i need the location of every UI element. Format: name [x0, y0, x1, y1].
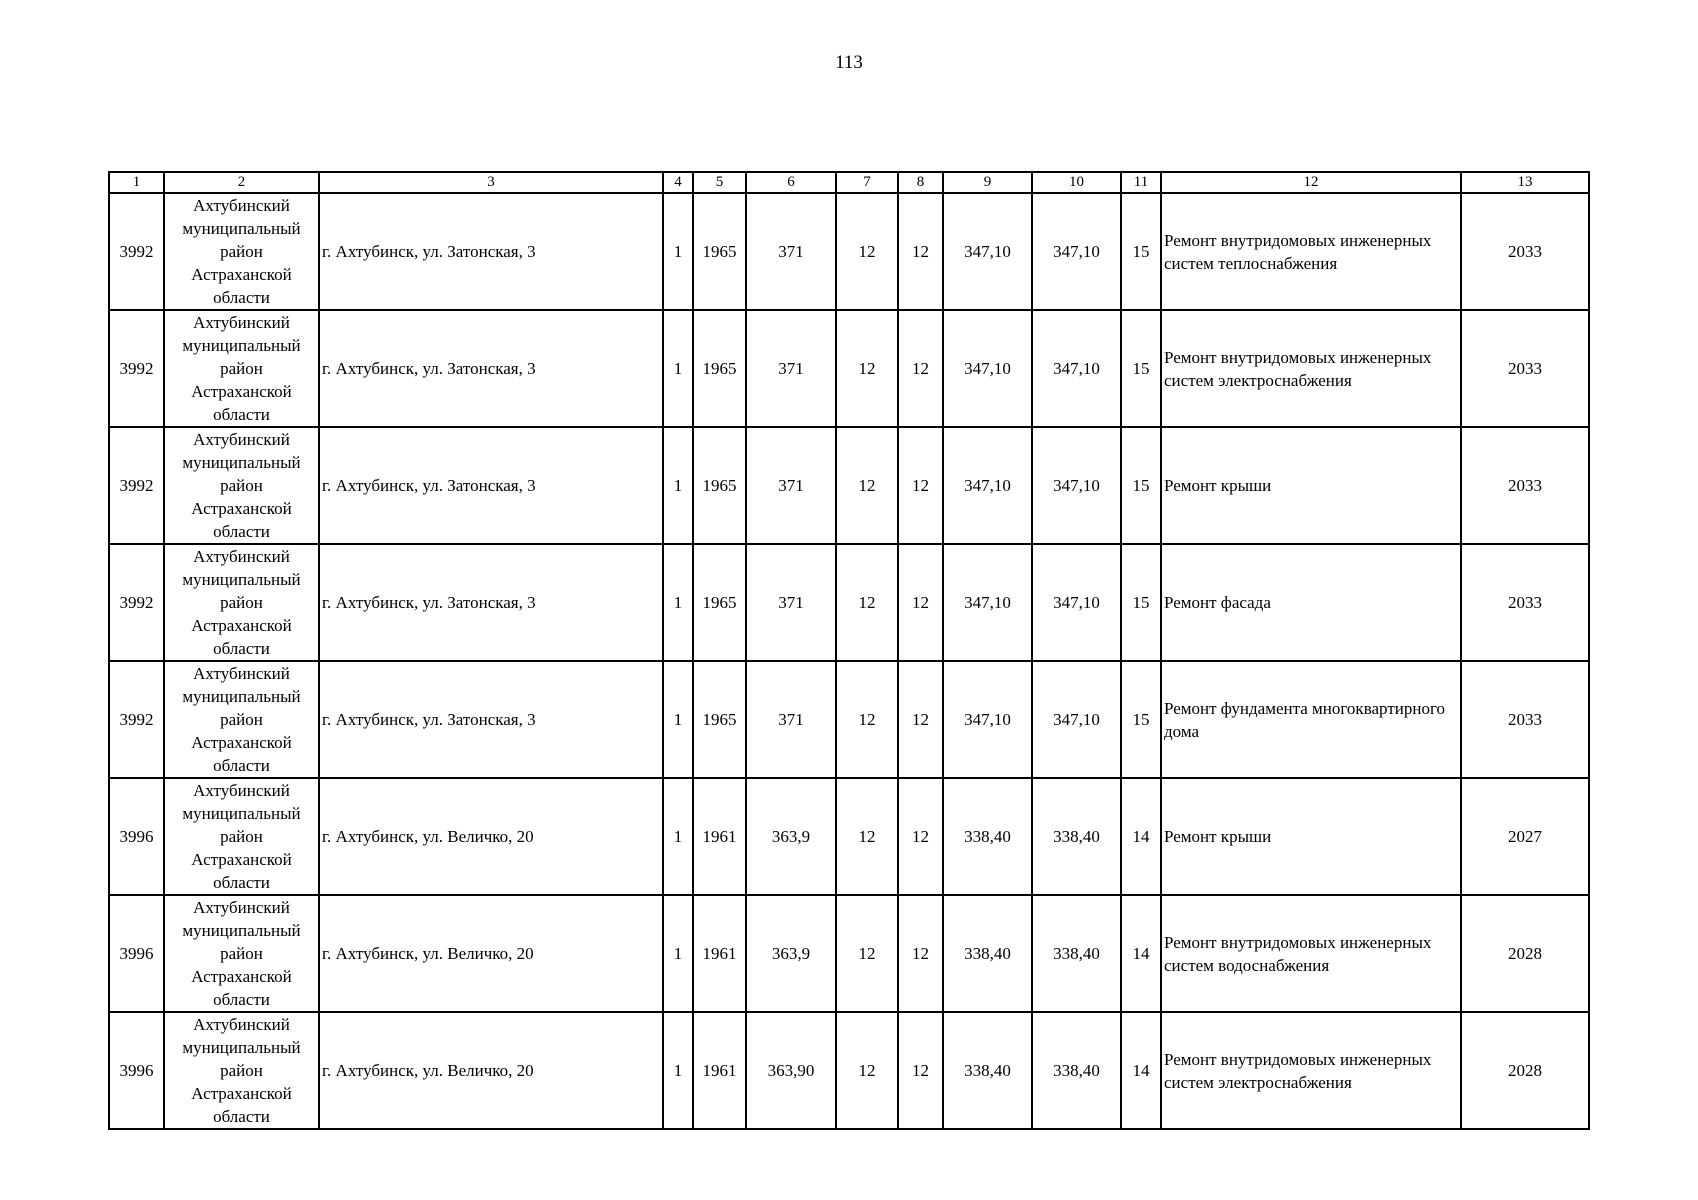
- cell-col-4: 1: [663, 193, 693, 310]
- cell-col-7: 12: [836, 895, 898, 1012]
- cell-address: г. Ахтубинск, ул. Затонская, 3: [319, 544, 663, 661]
- cell-col-9: 347,10: [943, 661, 1032, 778]
- cell-col-11: 15: [1121, 193, 1161, 310]
- district-line: район: [220, 476, 263, 495]
- cell-col-11: 15: [1121, 661, 1161, 778]
- cell-planned-year: 2027: [1461, 778, 1589, 895]
- district-line: район: [220, 593, 263, 612]
- table-row: [109, 193, 1589, 310]
- cell-col-6: 371: [746, 427, 836, 544]
- cell-record-id: 3992: [109, 427, 164, 544]
- cell-col-9: 338,40: [943, 1012, 1032, 1129]
- cell-col-8: 12: [898, 427, 943, 544]
- cell-col-10: 347,10: [1032, 544, 1121, 661]
- district-line: Астраханской: [191, 382, 292, 401]
- cell-col-7: 12: [836, 661, 898, 778]
- table-row: [109, 1012, 1589, 1129]
- cell-district: [164, 544, 319, 661]
- column-number-3: 3: [319, 172, 663, 193]
- district-line: муниципальный: [182, 804, 301, 823]
- cell-col-9: 347,10: [943, 310, 1032, 427]
- cell-col-6: 371: [746, 310, 836, 427]
- cell-planned-year: 2033: [1461, 427, 1589, 544]
- cell-address: г. Ахтубинск, ул. Затонская, 3: [319, 661, 663, 778]
- cell-record-id: 3996: [109, 895, 164, 1012]
- cell-col-4: 1: [663, 661, 693, 778]
- cell-col-8: 12: [898, 895, 943, 1012]
- cell-col-4: 1: [663, 1012, 693, 1129]
- district-line: области: [213, 1107, 270, 1126]
- cell-col-7: 12: [836, 1012, 898, 1129]
- cell-col-11: 15: [1121, 310, 1161, 427]
- cell-col-10: 338,40: [1032, 1012, 1121, 1129]
- district-line: Ахтубинский: [193, 664, 290, 683]
- district-line: области: [213, 756, 270, 775]
- cell-work-type: Ремонт внутридомовых инженерных систем теплоснабжения: [1161, 193, 1461, 310]
- cell-col-4: 1: [663, 310, 693, 427]
- column-number-7: 7: [836, 172, 898, 193]
- district-line: области: [213, 405, 270, 424]
- cell-col-8: 12: [898, 778, 943, 895]
- page-number: 113: [835, 52, 863, 73]
- cell-district: [164, 895, 319, 1012]
- district-line: Астраханской: [191, 1084, 292, 1103]
- column-number-11: 11: [1121, 172, 1161, 193]
- cell-col-10: 347,10: [1032, 193, 1121, 310]
- cell-col-7: 12: [836, 310, 898, 427]
- table-row: [109, 778, 1589, 895]
- table-row: [109, 895, 1589, 1012]
- cell-address: г. Ахтубинск, ул. Величко, 20: [319, 895, 663, 1012]
- district-line: Ахтубинский: [193, 898, 290, 917]
- repair-register-table: [108, 171, 1590, 1130]
- column-number-1: 1: [109, 172, 164, 193]
- cell-col-8: 12: [898, 661, 943, 778]
- table-row: [109, 661, 1589, 778]
- table-row: [109, 427, 1589, 544]
- table-row: [109, 310, 1589, 427]
- district-line: Астраханской: [191, 733, 292, 752]
- district-line: Ахтубинский: [193, 1015, 290, 1034]
- table-body: [109, 193, 1589, 1129]
- column-number-5: 5: [693, 172, 746, 193]
- cell-work-type: Ремонт крыши: [1161, 427, 1461, 544]
- cell-col-6: 363,9: [746, 895, 836, 1012]
- column-number-12: 12: [1161, 172, 1461, 193]
- cell-col-10: 338,40: [1032, 895, 1121, 1012]
- district-line: области: [213, 288, 270, 307]
- table-header: [109, 172, 1589, 193]
- cell-planned-year: 2033: [1461, 661, 1589, 778]
- cell-record-id: 3992: [109, 661, 164, 778]
- cell-col-6: 371: [746, 193, 836, 310]
- column-number-6: 6: [746, 172, 836, 193]
- cell-record-id: 3996: [109, 778, 164, 895]
- district-line: Ахтубинский: [193, 313, 290, 332]
- cell-record-id: 3992: [109, 544, 164, 661]
- cell-col-4: 1: [663, 895, 693, 1012]
- cell-address: г. Ахтубинск, ул. Величко, 20: [319, 778, 663, 895]
- cell-col-8: 12: [898, 1012, 943, 1129]
- cell-col-9: 347,10: [943, 193, 1032, 310]
- district-line: район: [220, 1061, 263, 1080]
- cell-district: [164, 310, 319, 427]
- district-line: Астраханской: [191, 616, 292, 635]
- cell-col-11: 15: [1121, 427, 1161, 544]
- cell-planned-year: 2033: [1461, 310, 1589, 427]
- cell-year-built: 1965: [693, 193, 746, 310]
- cell-col-4: 1: [663, 544, 693, 661]
- cell-planned-year: 2028: [1461, 895, 1589, 1012]
- district-line: области: [213, 522, 270, 541]
- cell-col-6: 371: [746, 661, 836, 778]
- cell-work-type: Ремонт внутридомовых инженерных систем электроснабжения: [1161, 310, 1461, 427]
- district-line: муниципальный: [182, 570, 301, 589]
- cell-col-11: 14: [1121, 895, 1161, 1012]
- district-line: Ахтубинский: [193, 196, 290, 215]
- cell-col-6: 363,9: [746, 778, 836, 895]
- cell-year-built: 1965: [693, 544, 746, 661]
- district-line: Ахтубинский: [193, 430, 290, 449]
- cell-col-10: 347,10: [1032, 310, 1121, 427]
- cell-work-type: Ремонт фасада: [1161, 544, 1461, 661]
- district-line: Астраханской: [191, 967, 292, 986]
- cell-col-7: 12: [836, 778, 898, 895]
- district-line: район: [220, 242, 263, 261]
- district-line: области: [213, 639, 270, 658]
- cell-district: [164, 193, 319, 310]
- district-line: Астраханской: [191, 265, 292, 284]
- cell-record-id: 3992: [109, 193, 164, 310]
- column-number-4: 4: [663, 172, 693, 193]
- cell-planned-year: 2033: [1461, 193, 1589, 310]
- district-line: муниципальный: [182, 336, 301, 355]
- cell-col-9: 338,40: [943, 895, 1032, 1012]
- cell-planned-year: 2028: [1461, 1012, 1589, 1129]
- cell-col-8: 12: [898, 193, 943, 310]
- district-line: район: [220, 827, 263, 846]
- cell-col-4: 1: [663, 427, 693, 544]
- district-line: области: [213, 873, 270, 892]
- column-number-9: 9: [943, 172, 1032, 193]
- cell-col-8: 12: [898, 310, 943, 427]
- cell-address: г. Ахтубинск, ул. Затонская, 3: [319, 310, 663, 427]
- cell-col-11: 14: [1121, 1012, 1161, 1129]
- cell-district: [164, 778, 319, 895]
- district-line: муниципальный: [182, 921, 301, 940]
- cell-year-built: 1965: [693, 310, 746, 427]
- cell-col-7: 12: [836, 544, 898, 661]
- cell-year-built: 1965: [693, 661, 746, 778]
- cell-work-type: Ремонт фундамента многоквартирного дома: [1161, 661, 1461, 778]
- district-line: области: [213, 990, 270, 1009]
- column-number-row: [109, 172, 1589, 193]
- district-line: муниципальный: [182, 453, 301, 472]
- district-line: район: [220, 944, 263, 963]
- cell-col-7: 12: [836, 427, 898, 544]
- cell-col-7: 12: [836, 193, 898, 310]
- cell-year-built: 1961: [693, 1012, 746, 1129]
- cell-work-type: Ремонт внутридомовых инженерных систем водоснабжения: [1161, 895, 1461, 1012]
- district-line: Ахтубинский: [193, 781, 290, 800]
- cell-col-10: 347,10: [1032, 427, 1121, 544]
- cell-col-9: 347,10: [943, 427, 1032, 544]
- cell-col-6: 371: [746, 544, 836, 661]
- cell-work-type: Ремонт крыши: [1161, 778, 1461, 895]
- cell-year-built: 1961: [693, 778, 746, 895]
- cell-planned-year: 2033: [1461, 544, 1589, 661]
- cell-record-id: 3992: [109, 310, 164, 427]
- district-line: район: [220, 710, 263, 729]
- cell-address: г. Ахтубинск, ул. Затонская, 3: [319, 427, 663, 544]
- cell-col-10: 347,10: [1032, 661, 1121, 778]
- district-line: Астраханской: [191, 850, 292, 869]
- cell-col-9: 347,10: [943, 544, 1032, 661]
- district-line: муниципальный: [182, 687, 301, 706]
- cell-col-6: 363,90: [746, 1012, 836, 1129]
- column-number-10: 10: [1032, 172, 1121, 193]
- district-line: муниципальный: [182, 1038, 301, 1057]
- district-line: Астраханской: [191, 499, 292, 518]
- table-row: [109, 544, 1589, 661]
- cell-district: [164, 427, 319, 544]
- district-line: район: [220, 359, 263, 378]
- column-number-8: 8: [898, 172, 943, 193]
- cell-col-4: 1: [663, 778, 693, 895]
- cell-district: [164, 661, 319, 778]
- cell-address: г. Ахтубинск, ул. Величко, 20: [319, 1012, 663, 1129]
- cell-year-built: 1961: [693, 895, 746, 1012]
- cell-col-11: 15: [1121, 544, 1161, 661]
- cell-col-11: 14: [1121, 778, 1161, 895]
- cell-district: [164, 1012, 319, 1129]
- district-line: муниципальный: [182, 219, 301, 238]
- cell-col-8: 12: [898, 544, 943, 661]
- district-line: Ахтубинский: [193, 547, 290, 566]
- cell-year-built: 1965: [693, 427, 746, 544]
- cell-work-type: Ремонт внутридомовых инженерных систем электроснабжения: [1161, 1012, 1461, 1129]
- column-number-2: 2: [164, 172, 319, 193]
- cell-address: г. Ахтубинск, ул. Затонская, 3: [319, 193, 663, 310]
- cell-col-9: 338,40: [943, 778, 1032, 895]
- cell-record-id: 3996: [109, 1012, 164, 1129]
- cell-col-10: 338,40: [1032, 778, 1121, 895]
- column-number-13: 13: [1461, 172, 1589, 193]
